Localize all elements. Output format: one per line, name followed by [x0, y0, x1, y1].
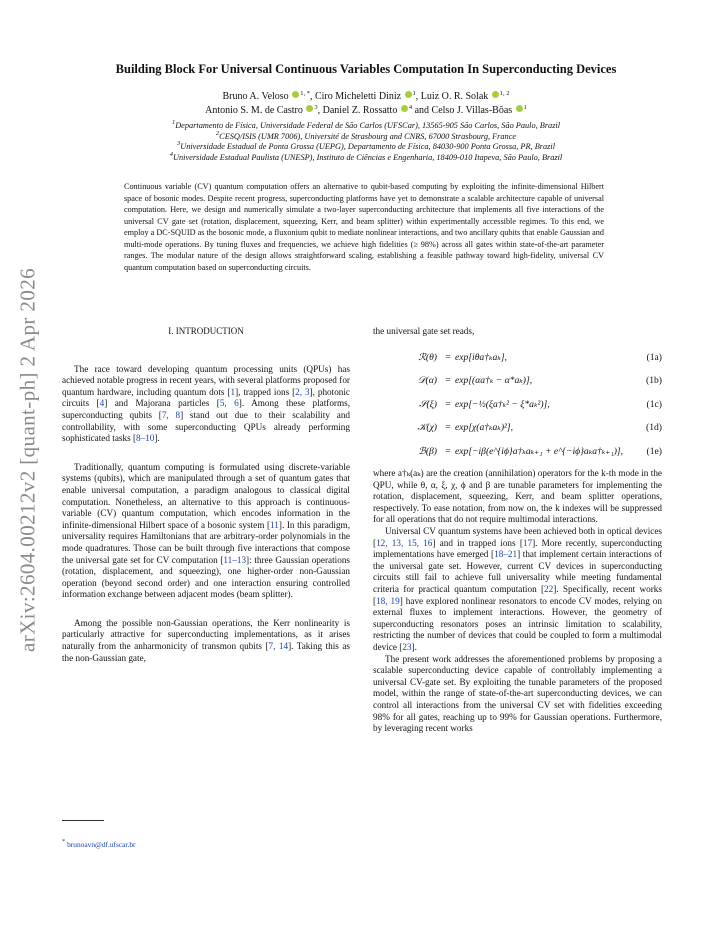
footnote: [62, 840, 135, 849]
paragraph: The present work addresses the aforementioned problems by proposing a scalable superconducting device capable of controllably implementing a universal CV-gate set. By exploiting the tunable parameters of the proposed model, within the range of state-of-the-art superconducting devices, we can control all interactions from the universal CV set with fidelities exceeding 98% for all gates, reaching up to 99% for Gaussian operations. Furthermore, by leveraging recent works: [373, 653, 662, 734]
author-name: Antonio S. M. de Castro: [205, 105, 303, 116]
equation-rhs: exp[χ(a†ₖaₖ)²],: [455, 422, 514, 434]
citation-link[interactable]: 7, 14: [268, 641, 289, 652]
equation-number: (1e): [646, 445, 662, 457]
authors: [70, 90, 662, 118]
paragraph: where a†ₖ(aₖ) are the creation (annihilation) operators for the k-th mode in the QPU, while θ, α, ξ, χ, ϕ and β are tunable parameters for implementing the rotation, displacement, squeezing, Kerr, and beam splitter operations, respectively. To ease notation, from now on, the k indexes will be suppressed for all operations that do not require multimodal interactions.: [373, 468, 662, 525]
abstract: Continuous variable (CV) quantum computation offers an alternative to qubit-based computing by exploiting the infinite-dimensional Hilbert space of bosonic modes. Despite recent progress, superconducting platforms have yet to demonstrate a scalable architecture capable of universal computation. Here, we design and numerically simulate a two-layer superconducting architecture that implements all five interactions of the universal CV gate set (rotation, displacement, squeezing, Kerr, and beam splitter) within experimentally accessible regimes. To this end, we employ a DC-SQUID as the bosonic mode, a fluxonium qubit to mediate nonlinear interactions, and two ancillary qubits that enable Gaussian and multi-mode operations. By tuning fluxes and frequencies, we achieve high fidelities (≥ 98%) across all gates within state-of-the-art parameter ranges. The modular nature of the design allows straightforward scaling, establishing a feasible pathway toward high-fidelity, universal CV quantum computation based on superconducting circuits.: [124, 182, 604, 272]
footnote-mark: *: [62, 838, 66, 845]
citation-link[interactable]: 11–13: [223, 554, 247, 565]
paragraph: the universal gate set reads,: [373, 326, 475, 336]
equation: [373, 369, 662, 393]
citation-link[interactable]: 17: [522, 537, 533, 548]
equation: [373, 440, 662, 464]
affiliation: [70, 121, 662, 132]
authors-line-2: Antonio S. M. de Castro $^3$, Daniel Z. Rossatto $^4$ and Celso J. Villas-Bôas $^1$: [205, 104, 527, 116]
equation-block: [373, 346, 662, 464]
affiliations: [70, 121, 662, 163]
author-affil-mark: 1, 2: [499, 90, 510, 97]
citation-link[interactable]: 2, 3: [295, 386, 310, 397]
equals-sign: =: [445, 351, 451, 363]
affiliation-mark: 2: [215, 129, 220, 137]
equation-rhs: exp[−iβ(e^{iϕ}a†ₖaₖ₊₁ + e^{−iϕ}aₖa†ₖ₊₁)],: [455, 445, 624, 457]
paragraph: Universal CV quantum systems have been achieved both in optical devices [12, 13, 15, 16] and in trapped ions [17]. More recently, superconducting implementations have emerged [18–21] that implement certain interactions of the universal gate set. However, current CV devices in superconducting circuits still fail to achieve full universality while meeting fundamental criteria for practical quantum computation [22]. Specifically, recent works [18, 19] have explored nonlinear resonators to encode CV modes, relying on external fluxes to implement interactions. However, the geometry of superconducting resonators poses an intrinsic limitation to scalability, restricting the number of devices that could be coupled to form a multimodal device [23].: [373, 526, 663, 652]
orcid-icon[interactable]: [492, 91, 499, 98]
author-name: Celso J. Villas-Bôas: [431, 105, 513, 116]
author-name: Ciro Micheletti Diniz: [314, 91, 402, 102]
author-name: Bruno A. Veloso: [222, 91, 289, 102]
orcid-icon[interactable]: [516, 105, 523, 112]
equation-lhs: 𝒮(ξ): [419, 398, 437, 410]
orcid-icon[interactable]: [401, 105, 408, 112]
citation-link[interactable]: 23: [402, 642, 412, 652]
authors-line-1: Bruno A. Veloso $^{1, *}$, Ciro Micheletti Diniz $^1$, Luiz O. R. Solak $^{1, 2}$: [222, 90, 510, 102]
author-affil-mark: 4: [408, 104, 413, 111]
equation: [373, 416, 662, 440]
footnote-rule: [62, 820, 104, 821]
citation-link[interactable]: 5, 6: [219, 398, 239, 409]
affiliation: [70, 129, 662, 143]
citation-link[interactable]: 4: [99, 398, 105, 409]
citation-link[interactable]: 18, 19: [376, 595, 400, 606]
equation-lhs: 𝒦(χ): [417, 422, 437, 434]
affiliation-mark: 3: [176, 140, 181, 148]
right-column: [373, 326, 662, 735]
affiliation: [70, 150, 662, 164]
author-name: Daniel Z. Rossatto: [322, 105, 398, 116]
equals-sign: =: [445, 445, 451, 457]
equation-rhs: exp[(αa†ₖ − α*aₖ)],: [455, 375, 533, 387]
citation-link[interactable]: 1: [230, 386, 236, 397]
equation-number: (1d): [646, 422, 662, 434]
equation-rhs: exp[iθa†ₖaₖ],: [455, 351, 507, 363]
equation-number: (1a): [646, 351, 662, 363]
citation-link[interactable]: 8–10: [136, 433, 155, 444]
paragraph: Among the possible non-Gaussian operations, the Kerr nonlinearity is particularly attractive for superconducting implementations, as it arises naturally from the anharmonicity of transmon qubits [7, 14]. Taking this as the non-Gaussian gate,: [62, 617, 351, 663]
author-affil-mark: 1, *: [300, 90, 310, 97]
author-affil-mark: 1: [412, 90, 416, 97]
affiliation-text: Universidade Estadual Paulista (UNESP), Instituto de Ciências e Engenharia, 18409-010 Itapeva, São Paulo, Brazil: [173, 152, 563, 162]
affiliation-text: CESQ/ISIS (UMR 7006), Université de Strasbourg and CNRS, 67000 Strasbourg, France: [219, 131, 517, 141]
author-affil-mark: 3: [314, 104, 318, 111]
orcid-icon[interactable]: [306, 105, 313, 112]
equation-lhs: ℛ(θ): [418, 351, 437, 363]
orcid-icon[interactable]: [405, 91, 412, 98]
paragraph: The race toward developing quantum processing units (QPUs) has achieved notable progress in recent years, with several platforms proposed for quantum hardware, including quantum dots [1], trapped ions [2, 3], photonic circuits [4] and Majorana particles [5, 6]. Among these platforms, superconducting qubits [7, 8] stand out due to their scalability and controllability, with some superconducting QPUs already performing sophisticated tasks [8–10].: [62, 363, 351, 444]
equals-sign: =: [445, 422, 451, 434]
email-link[interactable]: brunoavn@df.ufscar.br: [67, 840, 136, 849]
equation-lhs: ℬ(β): [418, 445, 437, 457]
citation-link[interactable]: 12, 13, 15, 16: [376, 537, 433, 548]
equation: [373, 346, 662, 370]
citation-link[interactable]: 7, 8: [161, 409, 181, 420]
affiliation-mark: 1: [171, 119, 176, 126]
equation-number: (1c): [646, 398, 662, 410]
paper-header: [70, 62, 662, 163]
equation: [373, 393, 662, 417]
author-affil-mark: 1: [523, 104, 527, 111]
orcid-icon[interactable]: [292, 91, 299, 98]
left-column: [62, 326, 350, 664]
equation-number: (1b): [646, 375, 662, 387]
equals-sign: =: [445, 398, 451, 410]
equals-sign: =: [445, 375, 451, 387]
citation-link[interactable]: 11: [270, 519, 279, 530]
arxiv-identifier: arXiv:2604.00212v2 [quant-ph] 2 Apr 2026: [15, 267, 40, 653]
equation-lhs: 𝒟(α): [417, 375, 437, 387]
affiliation-text: Universidade Estadual de Ponta Grossa (UEPG), Departamento de Física, 84030-900 Ponta Grossa, PR, Brazil: [180, 142, 556, 152]
section-heading: I. INTRODUCTION: [168, 326, 244, 336]
citation-link[interactable]: 22: [544, 584, 554, 595]
affiliation-text: Departamento de Física, Universidade Federal de São Carlos (UFSCar), 13565-905 São Carlos, São Paulo, Brazil: [175, 121, 561, 130]
author-name: Luiz O. R. Solak: [420, 91, 489, 102]
affiliation-mark: 4: [169, 150, 174, 158]
affiliation: [70, 142, 662, 153]
paragraph: Traditionally, quantum computing is formulated using discrete-variable systems (qubits), which are manipulated through a set of quantum gates that enable universal computation, a paradigm analogous to classical digital computation. Nonetheless, an alternative to this approach is continuous-variable (CV) quantum computation, which encodes information in the infinite-dimensional Hilbert space of a bosonic system [11]. In this paradigm, universality requires Hamiltonians that are arbitrary-order polynomials in the mode quadratures. Those can be built through five interactions that compose the universal gate set for CV computation [11–13]: three Gaussian operations (rotation, displacement, and squeezing), one higher-order non-Gaussian operation (beyond second order) and one interaction ensuring controlled information exchange between adjacent modes (beam splitter).: [62, 461, 350, 600]
paper-title: Building Block For Universal Continuous Variables Computation In Superconducting Devices: [115, 62, 617, 76]
citation-link[interactable]: 18–21: [494, 549, 518, 560]
equation-rhs: exp[−½(ξa†ₖ² − ξ*aₖ²)],: [455, 398, 550, 410]
